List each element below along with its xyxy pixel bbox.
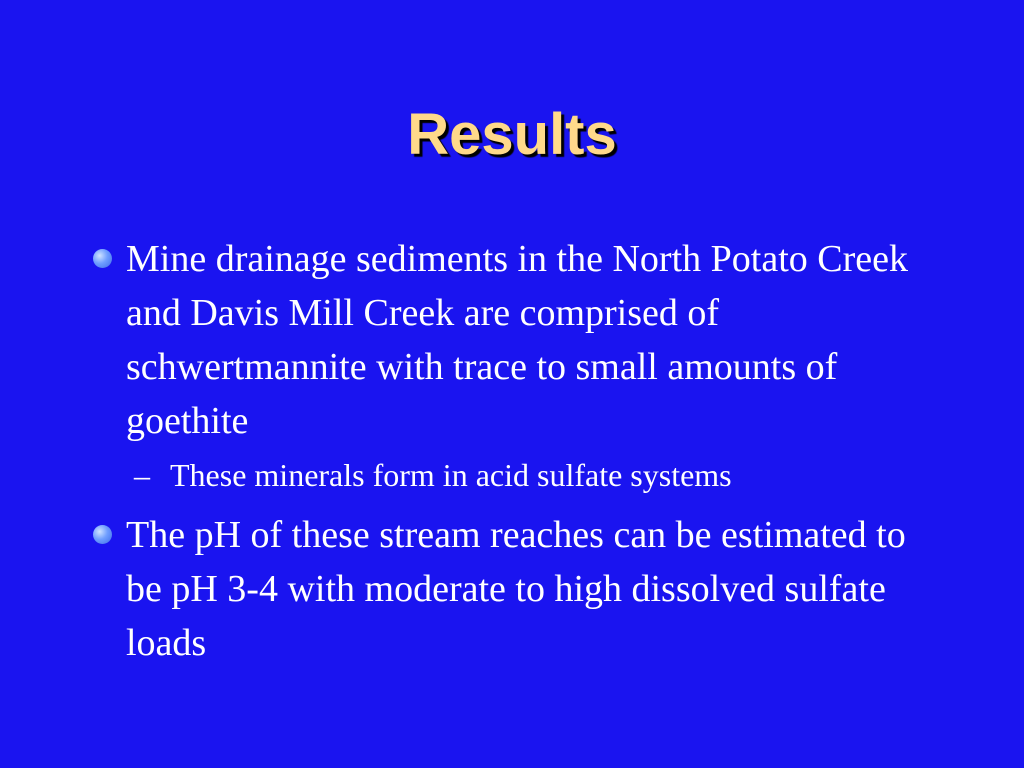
dash-icon: – (134, 457, 150, 493)
sub-bullet-item (134, 452, 938, 498)
bullet-text: The pH of these stream reaches can be estimated to be pH 3-4 with moderate to high dissolved sulfate loads (126, 514, 906, 664)
bullet-list (88, 232, 938, 670)
bullet-text: Mine drainage sediments in the North Potato Creek and Davis Mill Creek are comprised of schwertmannite with trace to small amounts of goethite (126, 238, 908, 442)
bullet-dot-icon (93, 249, 112, 268)
bullet-item (88, 232, 938, 448)
slide-title: Results (407, 102, 617, 167)
bullet-item (88, 508, 938, 670)
bullet-dot-icon (93, 525, 112, 544)
sub-bullet-text: These minerals form in acid sulfate systems (170, 457, 732, 493)
